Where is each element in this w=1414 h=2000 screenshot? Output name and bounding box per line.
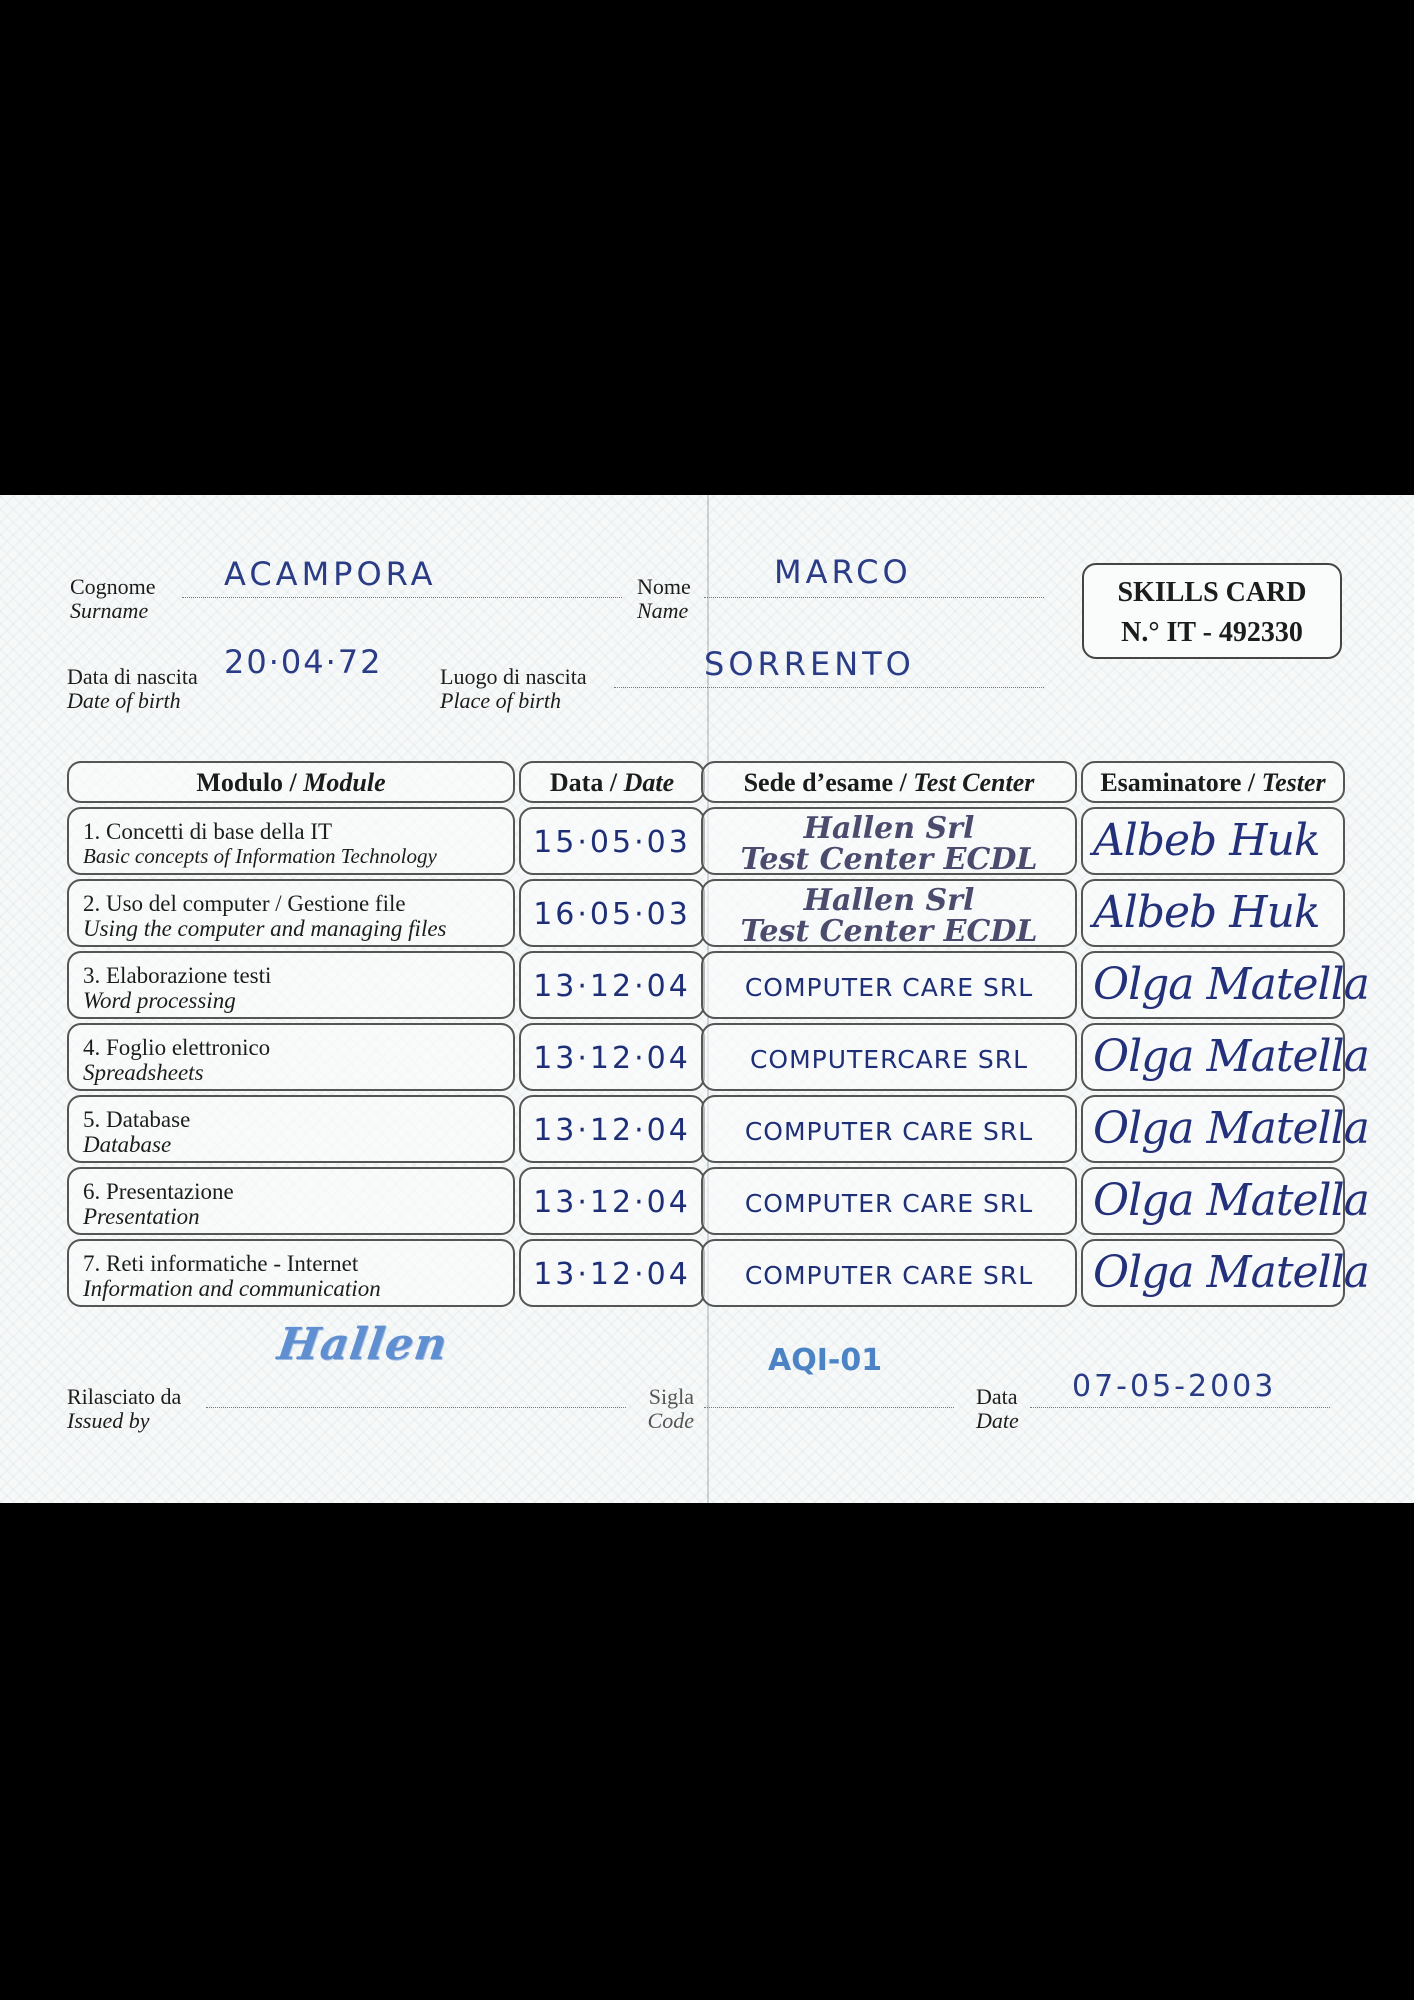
pob-line xyxy=(614,687,1044,688)
issue-date-line xyxy=(1030,1407,1330,1408)
code-label-en: Code xyxy=(647,1408,694,1433)
table-row xyxy=(67,805,1345,877)
header-tester: Esaminatore / Tester xyxy=(1081,761,1345,803)
date-cell: 13·12·04 xyxy=(519,1023,705,1091)
dob-value: 20·04·72 xyxy=(224,643,383,681)
table-row xyxy=(67,1093,1369,1165)
surname-label-it: Cognome xyxy=(70,574,156,599)
dob-label-it: Data di nascita xyxy=(67,664,198,689)
tester-cell: Albeb Huk xyxy=(1081,879,1345,947)
code-line xyxy=(704,1407,954,1408)
tester-cell: Olga Matella xyxy=(1081,1095,1345,1163)
header-test-center: Sede d’esame / Test Center xyxy=(701,761,1077,803)
table-header-row xyxy=(67,759,1345,805)
table-row xyxy=(67,1021,1369,1093)
module-cell: 6. Presentazione Presentation xyxy=(67,1167,515,1235)
issued-by-label xyxy=(67,1385,181,1433)
tester-cell: Olga Matella xyxy=(1081,951,1345,1019)
modules-table xyxy=(67,759,1369,1309)
header-date: Data / Date xyxy=(519,761,705,803)
date-cell: 13·12·04 xyxy=(519,951,705,1019)
skills-card-box xyxy=(1082,563,1342,659)
dob-label xyxy=(67,665,198,713)
dob-label-en: Date of birth xyxy=(67,688,181,713)
tester-cell: Olga Matella xyxy=(1081,1023,1345,1091)
pob-label xyxy=(440,665,587,713)
test-center-cell: COMPUTER CARE SRL xyxy=(701,951,1077,1019)
table-row xyxy=(67,1165,1369,1237)
issue-date-label-en: Date xyxy=(976,1408,1019,1433)
date-cell: 13·12·04 xyxy=(519,1167,705,1235)
tester-cell: Olga Matella xyxy=(1081,1167,1345,1235)
module-cell: 1. Concetti di base della IT Basic concepts of Information Technology xyxy=(67,807,515,875)
date-cell: 16·05·03 xyxy=(519,879,705,947)
name-label-en: Name xyxy=(637,598,689,623)
surname-label xyxy=(70,575,156,623)
issued-by-label-it: Rilasciato da xyxy=(67,1384,182,1409)
issue-date-label-it: Data xyxy=(976,1384,1018,1409)
table-row xyxy=(67,877,1345,949)
code-label-it: Sigla xyxy=(648,1384,694,1409)
header-module: Modulo / Module xyxy=(67,761,515,803)
test-center-cell: Hallen Srl Test Center ECDL xyxy=(701,879,1077,947)
test-center-cell: COMPUTER CARE SRL xyxy=(701,1239,1077,1307)
date-cell: 13·12·04 xyxy=(519,1239,705,1307)
hallen-stamp-logo: Hallen xyxy=(274,1319,452,1370)
module-cell: 2. Uso del computer / Gestione file Using the computer and managing files xyxy=(67,879,515,947)
module-cell: 5. Database Database xyxy=(67,1095,515,1163)
skills-card-number: N.° IT - 492330 xyxy=(1121,617,1303,648)
name-label xyxy=(637,575,691,623)
module-cell: 4. Foglio elettronico Spreadsheets xyxy=(67,1023,515,1091)
tester-cell: Albeb Huk xyxy=(1081,807,1345,875)
issued-by-label-en: Issued by xyxy=(67,1408,150,1433)
name-label-it: Nome xyxy=(637,574,691,599)
name-line xyxy=(704,597,1044,598)
test-center-cell: COMPUTERCARE SRL xyxy=(701,1023,1077,1091)
issued-by-line xyxy=(206,1407,626,1408)
skills-card-page xyxy=(0,495,1414,1503)
table-row xyxy=(67,1237,1369,1309)
skills-card-title: SKILLS CARD xyxy=(1117,577,1307,608)
test-center-cell: COMPUTER CARE SRL xyxy=(701,1167,1077,1235)
table-row xyxy=(67,949,1369,1021)
test-center-cell: COMPUTER CARE SRL xyxy=(701,1095,1077,1163)
code-label xyxy=(632,1385,694,1433)
pob-label-it: Luogo di nascita xyxy=(440,664,587,689)
date-cell: 15·05·03 xyxy=(519,807,705,875)
date-cell: 13·12·04 xyxy=(519,1095,705,1163)
surname-line xyxy=(182,597,622,598)
tester-cell: Olga Matella xyxy=(1081,1239,1345,1307)
issue-date-value: 07-05-2003 xyxy=(1072,1369,1277,1404)
test-center-cell: Hallen Srl Test Center ECDL xyxy=(701,807,1077,875)
surname-value: ACAMPORA xyxy=(224,555,437,593)
code-stamp: AQI-01 xyxy=(768,1343,883,1378)
name-value: MARCO xyxy=(774,553,912,591)
surname-label-en: Surname xyxy=(70,598,149,623)
issue-date-label xyxy=(976,1385,1019,1433)
pob-label-en: Place of birth xyxy=(440,688,561,713)
pob-value: SORRENTO xyxy=(704,645,915,683)
module-cell: 7. Reti informatiche - Internet Information and communication xyxy=(67,1239,515,1307)
module-cell: 3. Elaborazione testi Word processing xyxy=(67,951,515,1019)
